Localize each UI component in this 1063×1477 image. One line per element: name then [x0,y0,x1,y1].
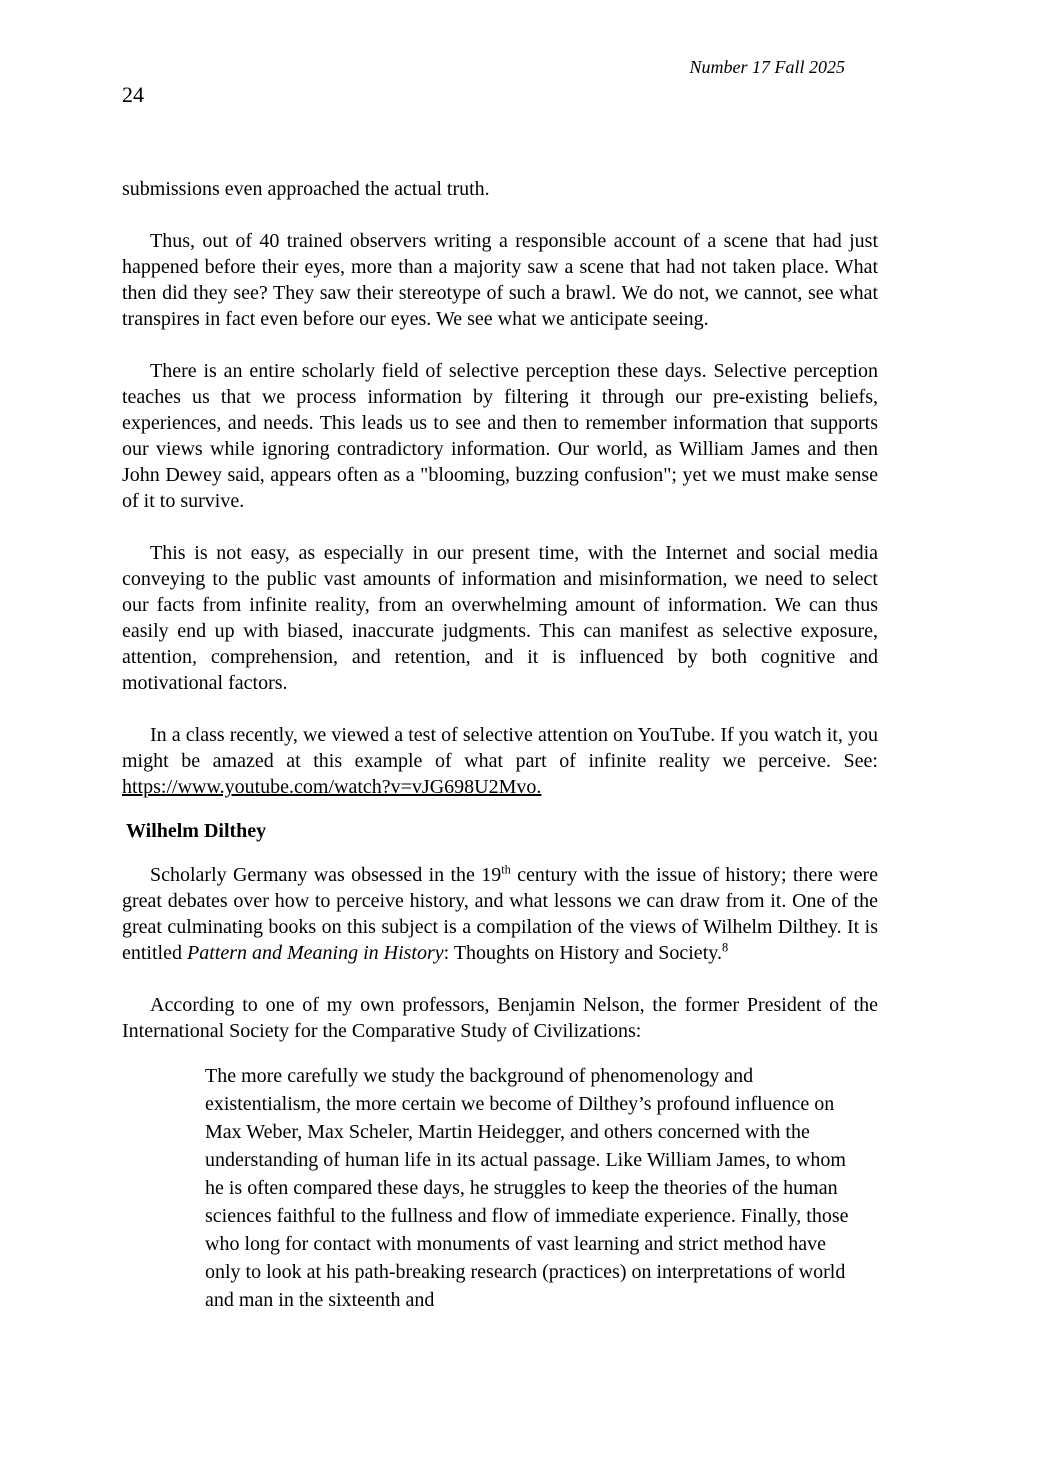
footnote-marker-8: 8 [721,940,729,955]
paragraph-dilthey-book [122,862,878,966]
journal-issue-header: Number 17 Fall 2025 [689,57,845,77]
paragraph-internet-misinformation: This is not easy, as especially in our present time, with the Internet and social media conveying to the public vast amounts of information and misinformation, we need to select our facts from infinite reality, from an overwhelming amount of information. We can thus easily end up with biased, inaccurate judgments. This can manifest as selective exposure, attention, comprehension, and retention, and it is influenced by both cognitive and motivational factors. [122,542,878,694]
paragraph-benjamin-nelson-intro: According to one of my own professors, Benjamin Nelson, the former President of the International Society for the Comparative Study of Civilizations: [122,994,878,1042]
page-number: 24 [122,82,144,107]
document-body [122,176,878,1314]
paragraph-trained-observers: Thus, out of 40 trained observers writing a responsible account of a scene that had just happened before their eyes, more than a majority saw a scene that had not taken place. What then did they see? They saw their stereotype of such a brawl. We do not, we cannot, see what transpires in fact even before our eyes. We see what we anticipate seeing. [122,230,878,330]
paragraph-selective-perception: There is an entire scholarly field of selective perception these days. Selective perception teaches us that we process information by filtering it through our pre-existing beliefs, experiences, and needs. This leads us to see and then to remember information that supports our views while ignoring contradictory information. Our world, as William James and then John Dewey said, appears often as a "blooming, buzzing confusion"; yet we must make sense of it to survive. [122,360,878,512]
paragraph-youtube-test [122,722,878,800]
paragraph-youtube-text: In a class recently, we viewed a test of selective attention on YouTube. If you watch it, you might be amazed at this example of what part of infinite reality we perceive. See: [122,724,878,772]
section-heading-wilhelm-dilthey: Wilhelm Dilthey [126,820,267,842]
dilthey-book-text-3: : Thoughts on History and Society. [443,942,722,964]
paragraph-continuation: submissions even approached the actual truth. [122,178,490,200]
dilthey-book-text-2: century with the issue of history; there were great debates over how to perceive history, and what lessons we can draw from it. One of the great culminating books on this subject is a compilation of the views of Wilhelm Dilthey. It is entitled [122,864,879,964]
blockquote-benjamin-nelson: The more carefully we study the background of phenomenology and existentialism, the more certain we become of Dilthey’s profound influence on Max Weber, Max Scheler, Martin Heidegger, and others concerned with the understanding of human life in its actual passage. Like William James, to whom he is often compared these days, he struggles to keep the theories of the human sciences faithful to the fullness and flow of immediate experience. Finally, those who long for contact with monuments of vast learning and strict method have only to look at his path-breaking research (practices) on interpretations of world and man in the sixteenth and [205,1065,849,1311]
superscript-th: th [501,862,511,877]
book-title-pattern-and-meaning: Pattern and Meaning in History [186,942,444,964]
dilthey-book-text-1: Scholarly Germany was obsessed in the 19 [150,864,502,886]
youtube-link[interactable]: https://www.youtube.com/watch?v=vJG698U2Mvo. [122,776,542,798]
